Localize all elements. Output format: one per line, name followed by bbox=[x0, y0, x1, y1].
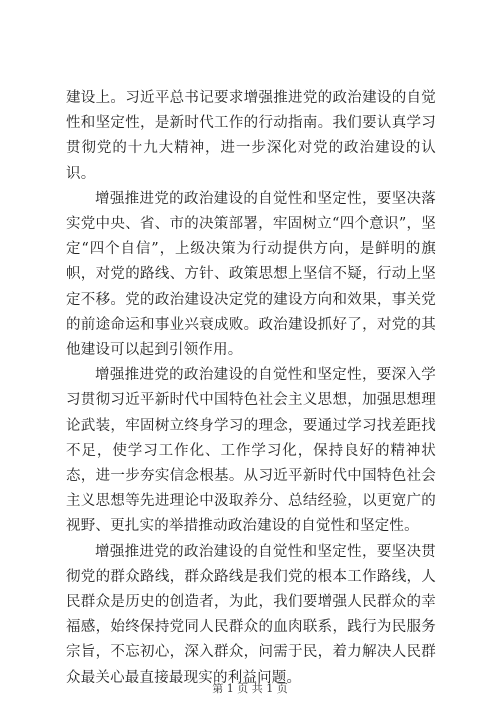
document-body bbox=[66, 86, 436, 691]
paragraph-1: 建设上。习近平总书记要求增强推进党的政治建设的自觉性和坚定性，是新时代工作的行动指南。我们要认真学习贯彻党的十九大精神，进一步深化对党的政治建设的认识。 bbox=[66, 90, 436, 182]
page-footer: 第 1 页 共 1 页 bbox=[212, 682, 288, 695]
paragraph-2: 增强推进党的政治建设的自觉性和坚定性，要坚决落实党中央、省、市的决策部署，牢固树立“四个意识”，坚定“四个自信”，上级决策为行动提供方向，是鲜明的旗帜，对党的路线、方针、政策思想上坚信不疑，行动上坚定不移。党的政治建设决定党的建设方向和效果，事关党的前途命运和事业兴衰成败。政治建设抓好了，对党的其他建设可以起到引领作用。 bbox=[66, 190, 436, 359]
paragraph-3: 增强推进党的政治建设的自觉性和坚定性，要深入学习贯彻习近平新时代中国特色社会主义思想，加强思想理论武装，牢固树立终身学习的理念，要通过学习找差距找不足，使学习工作化、工作学习化，保持良好的精神状态，进一步夯实信念根基。从习近平新时代中国特色社会主义思想等先进理论中汲取养分、总结经验，以更宽广的视野、更扎实的举措推动政治建设的自觉性和坚定性。 bbox=[66, 367, 436, 535]
paragraph-4: 增强推进党的政治建设的自觉性和坚定性，要坚决贯彻党的群众路线，群众路线是我们党的根本工作路线，人民群众是历史的创造者，为此，我们要增强人民群众的幸福感，始终保持党同人民群众的血肉联系，践行为民服务宗旨，不忘初心，深入群众，问需于民，着力解决人民群众最关心最直接最现实的利益问题。 bbox=[66, 543, 436, 686]
